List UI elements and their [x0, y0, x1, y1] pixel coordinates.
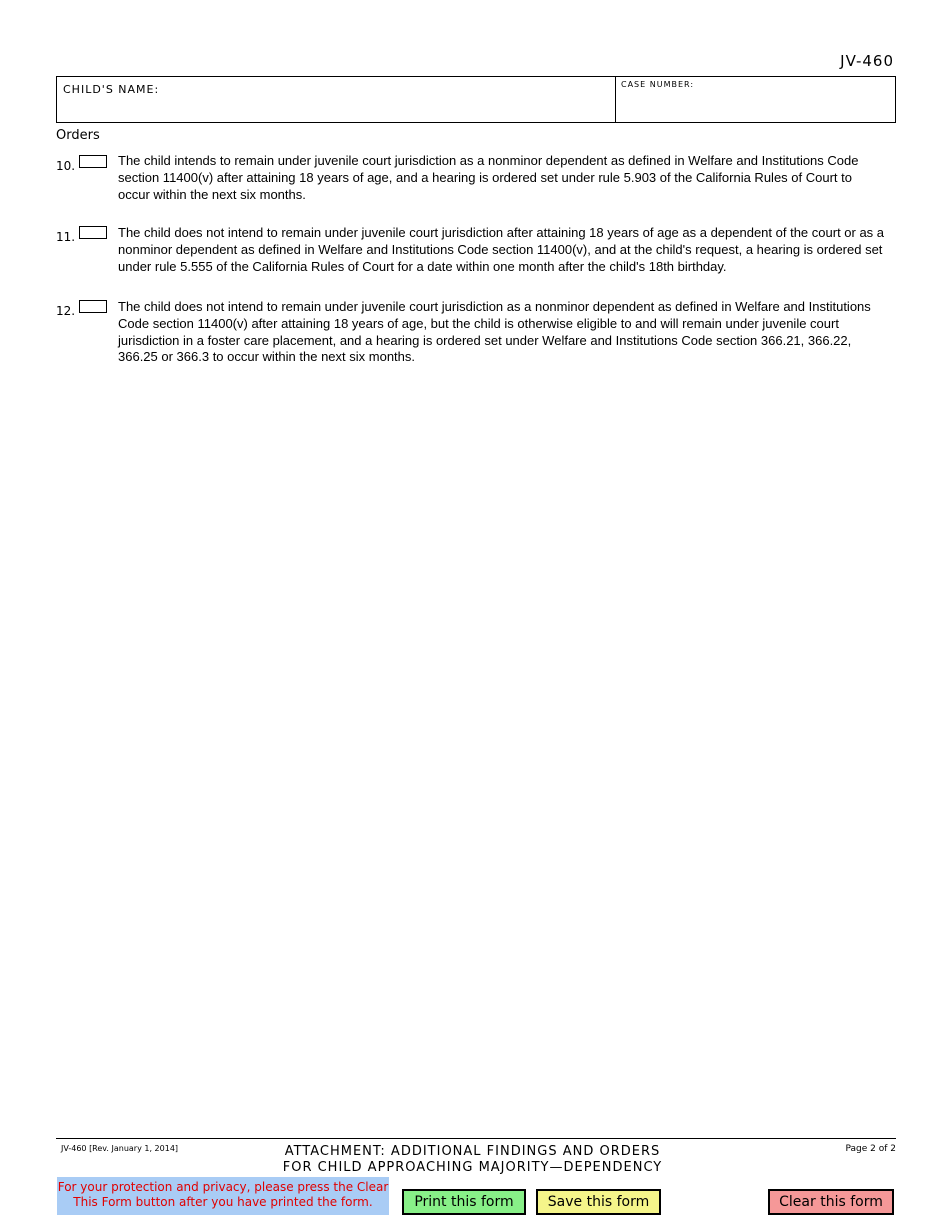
item-number: 12.: [56, 304, 76, 318]
form-number: JV-460: [840, 52, 894, 70]
item-number: 10.: [56, 159, 76, 173]
save-button[interactable]: Save this form: [536, 1189, 661, 1215]
case-number-label: CASE NUMBER:: [621, 80, 695, 89]
orders-heading: Orders: [56, 128, 100, 143]
order-12-text: The child does not intend to remain under juvenile court jurisdiction as a nonminor dependent as defined in Welfare and Institutions Code section 11400(v) after attaining 18 years of age, but the child is otherwise eligible to and will remain under juvenile court jurisdiction in a foster care placement, and a hearing is ordered set under Welfare and Institutions Code section 366.21, 366.22, 366.25 or 366.3 to occur within the next six months.: [118, 299, 871, 365]
caption-box: [56, 76, 896, 123]
order-10-checkbox[interactable]: [79, 155, 107, 168]
footer-title: [200, 1144, 745, 1176]
privacy-note: For your protection and privacy, please press the Clear This Form button after you have printed the form.: [57, 1177, 389, 1215]
case-number-field[interactable]: [621, 95, 889, 117]
footer-form-revision: JV-460 [Rev. January 1, 2014]: [61, 1144, 179, 1153]
item-number: 11.: [56, 230, 76, 244]
order-10-text: The child intends to remain under juvenile court jurisdiction as a nonminor dependent as defined in Welfare and Institutions Code section 11400(v) after attaining 18 years of age, and a hearing is ordered set under rule 5.903 of the California Rules of Court to occur within the next six months.: [118, 153, 859, 202]
order-11-text: The child does not intend to remain under juvenile court jurisdiction after attaining 18 years of age as a dependent of the court or as a nonminor dependent as defined in Welfare and Institutions Code section 11400(v), and at the child's request, a hearing is ordered set under rule 5.555 of the California Rules of Court for a date within one month after the child's 18th birthday.: [118, 225, 885, 274]
clear-button[interactable]: Clear this form: [768, 1189, 894, 1215]
childs-name-label: CHILD'S NAME:: [63, 83, 160, 96]
order-11-checkbox[interactable]: [79, 226, 107, 239]
page-number: Page 2 of 2: [845, 1144, 896, 1154]
footer-title-line2: FOR CHILD APPROACHING MAJORITY—DEPENDENCY: [282, 1160, 663, 1175]
print-button[interactable]: Print this form: [402, 1189, 526, 1215]
childs-name-field[interactable]: [63, 99, 603, 117]
footer-title-line1: ATTACHMENT: ADDITIONAL FINDINGS AND ORDERS: [284, 1144, 661, 1159]
order-12-checkbox[interactable]: [79, 300, 107, 313]
footer-divider: [56, 1138, 896, 1139]
